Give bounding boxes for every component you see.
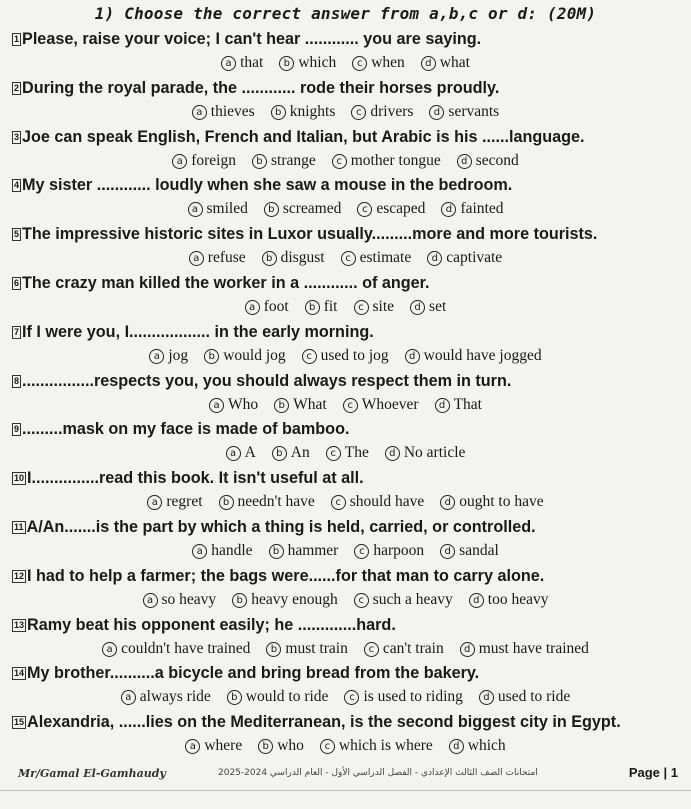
- option-text: when: [371, 54, 405, 71]
- option-d[interactable]: [405, 347, 542, 365]
- option-letter: c: [364, 642, 379, 657]
- option-letter: d: [440, 544, 455, 559]
- option-text: so heavy: [161, 590, 217, 608]
- option-text: used to jog: [320, 346, 389, 364]
- option-text: should have: [349, 493, 425, 511]
- question-8: [12, 372, 684, 391]
- option-text: ought to have: [459, 493, 544, 511]
- option-letter: c: [343, 398, 358, 413]
- option-letter: b: [262, 251, 277, 266]
- question-text: Joe can speak English, French and Italian, but Arabic is his ......language.: [22, 127, 585, 146]
- question-1: [12, 30, 684, 49]
- option-d[interactable]: [410, 298, 446, 316]
- question-number: 5: [14, 229, 20, 240]
- question-text: The impressive historic sites in Luxor usually.........more and more tourists.: [22, 225, 598, 244]
- option-letter: b: [272, 446, 287, 461]
- option-b[interactable]: [204, 347, 285, 365]
- question-9: [12, 420, 684, 439]
- option-b[interactable]: [272, 444, 310, 462]
- option-text: Who: [228, 395, 259, 413]
- question-6: [12, 274, 684, 293]
- question-12: [12, 567, 684, 586]
- option-letter: d: [457, 154, 472, 169]
- option-letter: c: [357, 202, 372, 217]
- question-14: [12, 664, 684, 683]
- option-text: that: [240, 54, 264, 71]
- option-letter: d: [469, 593, 484, 608]
- option-letter: c: [332, 154, 347, 169]
- option-c[interactable]: [352, 54, 405, 72]
- footer-divider: [0, 790, 691, 791]
- option-letter: c: [302, 349, 317, 364]
- option-letter: a: [147, 495, 162, 510]
- option-a[interactable]: [143, 591, 217, 609]
- option-b[interactable]: [227, 688, 329, 706]
- option-letter: b: [258, 739, 273, 754]
- option-letter: b: [219, 495, 234, 510]
- question-number: 7: [14, 326, 20, 337]
- option-letter: a: [192, 105, 207, 120]
- option-d[interactable]: [449, 737, 506, 755]
- option-text: estimate: [359, 249, 412, 267]
- option-text: foreign: [191, 151, 236, 169]
- option-letter: c: [320, 739, 335, 754]
- option-a[interactable]: [226, 444, 256, 462]
- options-row: [0, 688, 691, 706]
- option-text: which is where: [338, 737, 433, 755]
- option-text: smiled: [206, 200, 248, 218]
- options-row: [0, 347, 691, 365]
- option-c[interactable]: [354, 542, 424, 560]
- option-d[interactable]: [421, 54, 470, 72]
- option-letter: b: [305, 300, 320, 315]
- question-number: 6: [14, 278, 20, 288]
- option-b[interactable]: [305, 298, 338, 316]
- option-text: disgust: [280, 249, 325, 267]
- section-header: 1) Choose the correct answer from a,b,c or d: (20M): [94, 4, 597, 23]
- option-d[interactable]: [429, 103, 499, 121]
- option-letter: b: [274, 398, 289, 413]
- question-10: [12, 469, 684, 488]
- option-text: which: [467, 737, 506, 755]
- option-letter: c: [354, 300, 369, 315]
- option-letter: d: [449, 739, 464, 754]
- option-text: site: [372, 298, 395, 315]
- option-letter: a: [245, 300, 260, 315]
- option-text: mother tongue: [350, 151, 441, 169]
- option-letter: b: [204, 349, 219, 364]
- option-d[interactable]: [457, 152, 519, 170]
- option-letter: a: [209, 398, 224, 413]
- option-c[interactable]: [351, 103, 413, 121]
- option-text: screamed: [282, 200, 342, 218]
- options-row: [0, 640, 691, 658]
- option-letter: d: [441, 202, 456, 217]
- option-text: such a heavy: [372, 590, 453, 608]
- options-row: [0, 249, 691, 267]
- question-text: Please, raise your voice; I can't hear ............ you are saying.: [22, 30, 482, 48]
- option-text: An: [290, 444, 310, 462]
- option-a[interactable]: [209, 396, 258, 414]
- option-a[interactable]: [121, 688, 211, 706]
- option-text: who: [277, 737, 304, 755]
- question-number: 13: [14, 619, 25, 630]
- option-b[interactable]: [219, 493, 315, 511]
- option-letter: b: [279, 56, 294, 71]
- option-text: That: [453, 395, 482, 413]
- option-c[interactable]: [332, 152, 441, 170]
- question-11: [12, 518, 684, 537]
- option-a[interactable]: [149, 347, 188, 365]
- question-number: 12: [14, 570, 25, 581]
- option-letter: d: [435, 398, 450, 413]
- page-number: Page | 1: [628, 765, 678, 780]
- option-text: can't train: [382, 639, 444, 657]
- option-text: used to ride: [497, 688, 571, 706]
- option-text: needn't have: [237, 493, 315, 511]
- options-row: [0, 54, 691, 72]
- options-row: [0, 737, 691, 755]
- option-letter: c: [326, 446, 341, 461]
- option-text: heavy enough: [251, 590, 338, 608]
- option-text: where: [204, 737, 243, 755]
- option-letter: d: [460, 642, 475, 657]
- option-letter: a: [149, 349, 164, 364]
- options-row: [0, 591, 691, 609]
- question-3: [12, 128, 684, 147]
- option-d[interactable]: [435, 396, 482, 414]
- option-letter: d: [429, 105, 444, 120]
- question-text: ................respects you, you should always respect them in turn.: [22, 371, 512, 390]
- option-d[interactable]: [479, 688, 570, 706]
- option-text: What: [293, 395, 327, 413]
- option-text: second: [475, 151, 519, 169]
- option-d[interactable]: [385, 444, 466, 462]
- option-text: hammer: [287, 542, 339, 559]
- question-text: My brother..........a bicycle and bring bread from the bakery.: [27, 664, 480, 683]
- option-letter: c: [352, 56, 367, 71]
- option-text: must train: [285, 639, 348, 657]
- option-text: set: [429, 298, 447, 315]
- question-7: [12, 323, 684, 342]
- option-c[interactable]: [354, 298, 395, 316]
- option-text: must have trained: [478, 639, 589, 657]
- option-text: knights: [289, 102, 336, 120]
- options-row: [0, 493, 691, 511]
- option-c[interactable]: [364, 640, 444, 658]
- option-b[interactable]: [266, 640, 347, 658]
- question-number: 8: [14, 375, 20, 386]
- option-letter: a: [102, 642, 117, 657]
- option-d[interactable]: [441, 200, 503, 218]
- options-row: [0, 396, 691, 414]
- option-letter: b: [232, 593, 247, 608]
- option-letter: d: [440, 495, 455, 510]
- option-b[interactable]: [269, 542, 339, 560]
- option-a[interactable]: [188, 200, 248, 218]
- option-letter: d: [410, 300, 425, 315]
- option-letter: b: [269, 544, 284, 559]
- option-letter: a: [226, 446, 241, 461]
- option-c[interactable]: [320, 737, 433, 755]
- question-text: Alexandria, ......lies on the Mediterranean, is the second biggest city in Egypt.: [27, 713, 621, 732]
- option-c[interactable]: [357, 200, 425, 218]
- option-letter: a: [221, 56, 236, 71]
- option-text: escaped: [376, 200, 426, 218]
- option-letter: c: [331, 495, 346, 510]
- option-text: would to ride: [245, 688, 329, 706]
- option-text: jog: [168, 346, 189, 364]
- option-letter: d: [405, 349, 420, 364]
- option-letter: a: [192, 544, 207, 559]
- option-a[interactable]: [147, 493, 202, 511]
- option-letter: c: [341, 251, 356, 266]
- option-letter: c: [354, 593, 369, 608]
- option-text: captivate: [446, 249, 503, 267]
- option-text: fit: [323, 298, 338, 315]
- question-text: I...............read this book. It isn't useful at all.: [27, 469, 364, 488]
- question-text: If I were you, I.................. in the early morning.: [22, 322, 374, 341]
- question-13: [12, 616, 684, 635]
- option-a[interactable]: [192, 103, 255, 121]
- option-text: is used to riding: [363, 688, 463, 706]
- option-a[interactable]: [172, 152, 236, 170]
- option-text: Whoever: [361, 395, 419, 413]
- option-b[interactable]: [274, 396, 327, 414]
- option-text: No article: [403, 444, 466, 462]
- option-text: what: [439, 54, 470, 71]
- question-number: 4: [14, 180, 20, 191]
- options-row: [0, 103, 691, 121]
- option-b[interactable]: [252, 152, 316, 170]
- option-letter: a: [188, 202, 203, 217]
- question-text: During the royal parade, the ............ rode their horses proudly.: [22, 78, 500, 97]
- option-c[interactable]: [344, 688, 462, 706]
- option-c[interactable]: [341, 249, 412, 267]
- option-text: handle: [211, 542, 253, 559]
- option-text: too heavy: [487, 590, 549, 608]
- option-d[interactable]: [427, 249, 502, 267]
- option-letter: d: [421, 56, 436, 71]
- option-d[interactable]: [469, 591, 549, 609]
- options-row: [0, 444, 691, 462]
- option-letter: b: [227, 690, 242, 705]
- option-a[interactable]: [185, 737, 242, 755]
- option-b[interactable]: [232, 591, 338, 609]
- footer-arabic-text: امتحانات الصف الثالث الإعدادي - الفصل الدراسي الأول - العام الدراسي 2024-2025: [218, 768, 538, 778]
- question-number: 9: [14, 424, 20, 435]
- question-number: 11: [14, 522, 24, 532]
- option-text: A: [244, 444, 256, 462]
- question-number: 14: [14, 668, 25, 679]
- question-number: 2: [14, 82, 20, 93]
- option-c[interactable]: [326, 444, 369, 462]
- option-text: refuse: [207, 249, 246, 267]
- question-number: 15: [14, 717, 25, 728]
- option-d[interactable]: [440, 493, 543, 511]
- option-a[interactable]: [102, 640, 250, 658]
- question-15: [12, 713, 684, 732]
- option-letter: c: [354, 544, 369, 559]
- question-4: [12, 176, 684, 195]
- option-text: harpoon: [373, 542, 425, 559]
- option-letter: a: [121, 690, 136, 705]
- option-text: thieves: [210, 102, 255, 120]
- option-b[interactable]: [258, 737, 304, 755]
- question-text: The crazy man killed the worker in a ............ of anger.: [22, 274, 430, 292]
- question-number: 3: [14, 131, 20, 142]
- option-text: strange: [270, 151, 316, 169]
- question-5: [12, 225, 684, 244]
- question-text: A/An.......is the part by which a thing is held, carried, or controlled.: [26, 518, 536, 536]
- options-row: [0, 200, 691, 218]
- option-letter: a: [185, 739, 200, 754]
- question-text: My sister ............ loudly when she saw a mouse in the bedroom.: [22, 176, 513, 195]
- option-b[interactable]: [262, 249, 325, 267]
- option-text: drivers: [370, 102, 414, 120]
- option-text: fainted: [460, 200, 504, 218]
- option-text: would jog: [223, 346, 286, 364]
- option-d[interactable]: [440, 542, 499, 560]
- option-letter: c: [344, 690, 359, 705]
- option-c[interactable]: [354, 591, 453, 609]
- option-letter: b: [271, 105, 286, 120]
- option-b[interactable]: [264, 200, 342, 218]
- option-text: regret: [166, 493, 203, 511]
- option-a[interactable]: [221, 54, 263, 72]
- option-b[interactable]: [271, 103, 336, 121]
- option-a[interactable]: [192, 542, 252, 560]
- question-text: .........mask on my face is made of bamboo.: [22, 420, 350, 439]
- option-letter: d: [385, 446, 400, 461]
- options-row: [0, 542, 691, 560]
- option-letter: b: [264, 202, 279, 217]
- option-text: couldn't have trained: [121, 639, 251, 657]
- option-text: foot: [263, 298, 289, 315]
- question-number: 10: [14, 473, 25, 484]
- option-letter: a: [143, 593, 158, 608]
- option-b[interactable]: [279, 54, 336, 72]
- option-letter: d: [427, 251, 442, 266]
- option-text: sandal: [459, 542, 499, 559]
- option-text: always ride: [139, 688, 211, 706]
- option-text: The: [344, 444, 369, 462]
- option-letter: b: [252, 154, 267, 169]
- option-text: servants: [448, 102, 500, 120]
- question-2: [12, 79, 684, 98]
- option-text: which: [298, 54, 337, 71]
- option-a[interactable]: [245, 298, 289, 316]
- option-letter: c: [351, 105, 366, 120]
- question-text: I had to help a farmer; the bags were......for that man to carry alone.: [27, 566, 545, 585]
- option-letter: d: [479, 690, 494, 705]
- option-a[interactable]: [189, 249, 246, 267]
- option-d[interactable]: [460, 640, 589, 658]
- teacher-name: Mr/Gamal El-Gamhaudy: [18, 767, 166, 780]
- options-row: [0, 298, 691, 316]
- option-letter: a: [189, 251, 204, 266]
- option-c[interactable]: [302, 347, 389, 365]
- option-c[interactable]: [331, 493, 424, 511]
- option-letter: b: [266, 642, 281, 657]
- question-number: 1: [14, 34, 20, 44]
- option-c[interactable]: [343, 396, 419, 414]
- options-row: [0, 152, 691, 170]
- option-text: would have jogged: [423, 346, 542, 364]
- option-letter: a: [172, 154, 187, 169]
- question-text: Ramy beat his opponent easily; he .............hard.: [27, 615, 396, 634]
